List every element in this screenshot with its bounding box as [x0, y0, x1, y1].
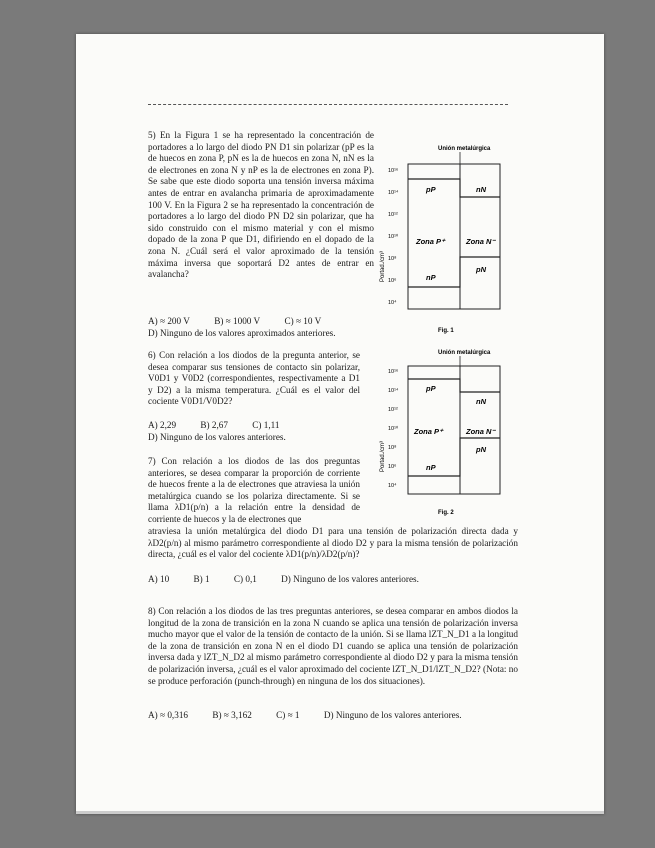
fig1-tick-2: 10¹² — [388, 212, 398, 218]
fig2-tick-4: 10⁸ — [388, 445, 397, 451]
fig1-tick-1: 10¹⁴ — [388, 190, 399, 196]
q7-option-b: B) 1 — [193, 574, 210, 584]
question-7-options — [148, 574, 441, 586]
question-6-text: 6) Con relación a los diodos de la pregunta anterior, se desea comparar sus tensiones de contacto sin polarizar, V0D1 y V0D2 (correspondientes, respectivamente a D1 y D2) a la misma temperatura. ¿Cuál es el valor del cociente V0D1/V0D2? — [148, 350, 360, 407]
q5-option-c: C) ≈ 10 V — [284, 316, 322, 326]
fig2-tick-1: 10¹⁴ — [388, 388, 399, 394]
figure-2 — [376, 346, 506, 531]
question-6-options — [148, 420, 308, 443]
fig2-title: Unión metalúrgica — [438, 350, 491, 356]
fig2-nN-label: nN — [476, 397, 486, 406]
fig1-tick-3: 10¹⁰ — [388, 234, 399, 240]
fig1-nP-label: nP — [426, 273, 436, 282]
question-7-text-continued: atraviesa la unión metalúrgica del diodo D1 para una tensión de polarización directa dada y λD2(p/n) al mismo parámetro correspondiente al diodo D2 y para la misma tensión de polarización directa, ¿cuál es el valor del cociente λD1(p/n)/λD2(p/n)? — [148, 526, 518, 560]
fig1-caption: Fig. 1 — [438, 328, 454, 334]
fig1-tick-0: 10¹⁶ — [388, 168, 399, 174]
q6-option-c: C) 1,11 — [252, 420, 280, 430]
fig2-caption: Fig. 2 — [438, 510, 454, 516]
fig1-zone-n: Zona N⁻ — [466, 237, 496, 246]
fig1-pP-label: pP — [426, 185, 436, 194]
fig1-title: Unión metalúrgica — [438, 146, 491, 152]
fig1-nN-label: nN — [476, 185, 486, 194]
fig1-tick-4: 10⁸ — [388, 256, 397, 262]
fig1-zone-p: Zona P⁺ — [416, 237, 445, 246]
fig2-tick-0: 10¹⁶ — [388, 369, 399, 375]
q8-option-b: B) ≈ 3,162 — [212, 710, 252, 720]
dashed-separator — [148, 104, 508, 105]
exam-sheet — [76, 34, 604, 814]
q8-option-c: C) ≈ 1 — [276, 710, 300, 720]
q5-option-d: D) Ninguno de los valores aproximados anteriores. — [148, 327, 336, 338]
question-5-options — [148, 316, 358, 339]
fig1-tick-6: 10⁴ — [388, 300, 397, 306]
q7-option-a: A) 10 — [148, 574, 170, 584]
q6-option-a: A) 2,29 — [148, 420, 177, 430]
fig2-tick-2: 10¹² — [388, 407, 398, 413]
fig2-tick-3: 10¹⁰ — [388, 426, 399, 432]
q6-option-d: D) Ninguno de los valores anteriores. — [148, 431, 286, 442]
q7-option-c: C) 0,1 — [233, 574, 257, 584]
page-bottom-edge — [76, 811, 604, 814]
question-5-text: 5) En la Figura 1 se ha representado la concentración de portadores a lo largo del diodo PN D1 sin polarizar (pP es la de huecos en zona P, pN es la de huecos en zona N, nN es la de electrones en zona N y nP es la de electrones en zona P). Se sabe que este diodo soporta una tensión inversa máxima antes de entrar en avalancha primaria de aproximadamente 100 V. En la Figura 2 se ha representado la concentración de portadores a lo largo del diodo PN D2 sin polarizar, que ha sido construido con el mismo material y con el mismo dopado de la zona P que D1, difiriendo en el dopado de la zona N. ¿Cuál será el valor aproximado de la tensión máxima inversa que soportará D2 antes de entrar en avalancha? — [148, 130, 374, 280]
q8-option-d: D) Ninguno de los valores anteriores. — [323, 710, 462, 720]
question-8-text: 8) Con relación a los diodos de las tres preguntas anteriores, se desea comparar en ambos diodos la longitud de la zona de transición en la zona N cuando se aplica una tensión de polarización inversa mucho mayor que el valor de la tensión de contacto de la unión. Si se llama lZT_N_D1 a la longitud de la zona de transición en zona N en el diodo D1 cuando se aplica una tensión de polarización inversa dada y lZT_N_D2 al mismo parámetro correspondiente al diodo D2 y para la misma tensión de polarización inversa, ¿cuál es el valor aproximado del cociente lZT_N_D1/lZT_N_D2? (Nota: no se produce perforación (punch-through) en ninguna de los dos situaciones). — [148, 606, 518, 686]
question-7-text: 7) Con relación a los diodos de las dos preguntas anteriores, se desea comparar la proporción de corriente de huecos frente a la de electrones que atraviesa la unión metalúrgica cuando se los polariza directamente. Si se llama λD1(p/n) a la relación entre la densidad de corriente de huecos y la de electrones que — [148, 456, 360, 524]
fig1-pN-label: pN — [476, 265, 486, 274]
fig1-tick-5: 10⁶ — [388, 278, 397, 284]
fig2-tick-5: 10⁶ — [388, 464, 397, 470]
q8-option-a: A) ≈ 0,316 — [148, 710, 189, 720]
figure-1 — [376, 142, 506, 347]
question-8-options — [148, 710, 484, 722]
q5-option-a: A) ≈ 200 V — [148, 316, 190, 326]
fig2-zone-n: Zona N⁻ — [466, 427, 496, 436]
fig2-pN-label: pN — [476, 445, 486, 454]
fig1-ylabel: Portad./cm³ — [380, 250, 386, 282]
fig2-zone-p: Zona P⁺ — [414, 427, 443, 436]
fig2-pP-label: pP — [426, 384, 436, 393]
fig2-tick-6: 10⁴ — [388, 483, 397, 489]
q5-option-b: B) ≈ 1000 V — [214, 316, 261, 326]
q7-option-d: D) Ninguno de los valores anteriores. — [281, 574, 419, 584]
fig2-nP-label: nP — [426, 463, 436, 472]
q6-option-b: B) 2,67 — [200, 420, 228, 430]
fig2-ylabel: Portad./cm³ — [380, 440, 386, 472]
